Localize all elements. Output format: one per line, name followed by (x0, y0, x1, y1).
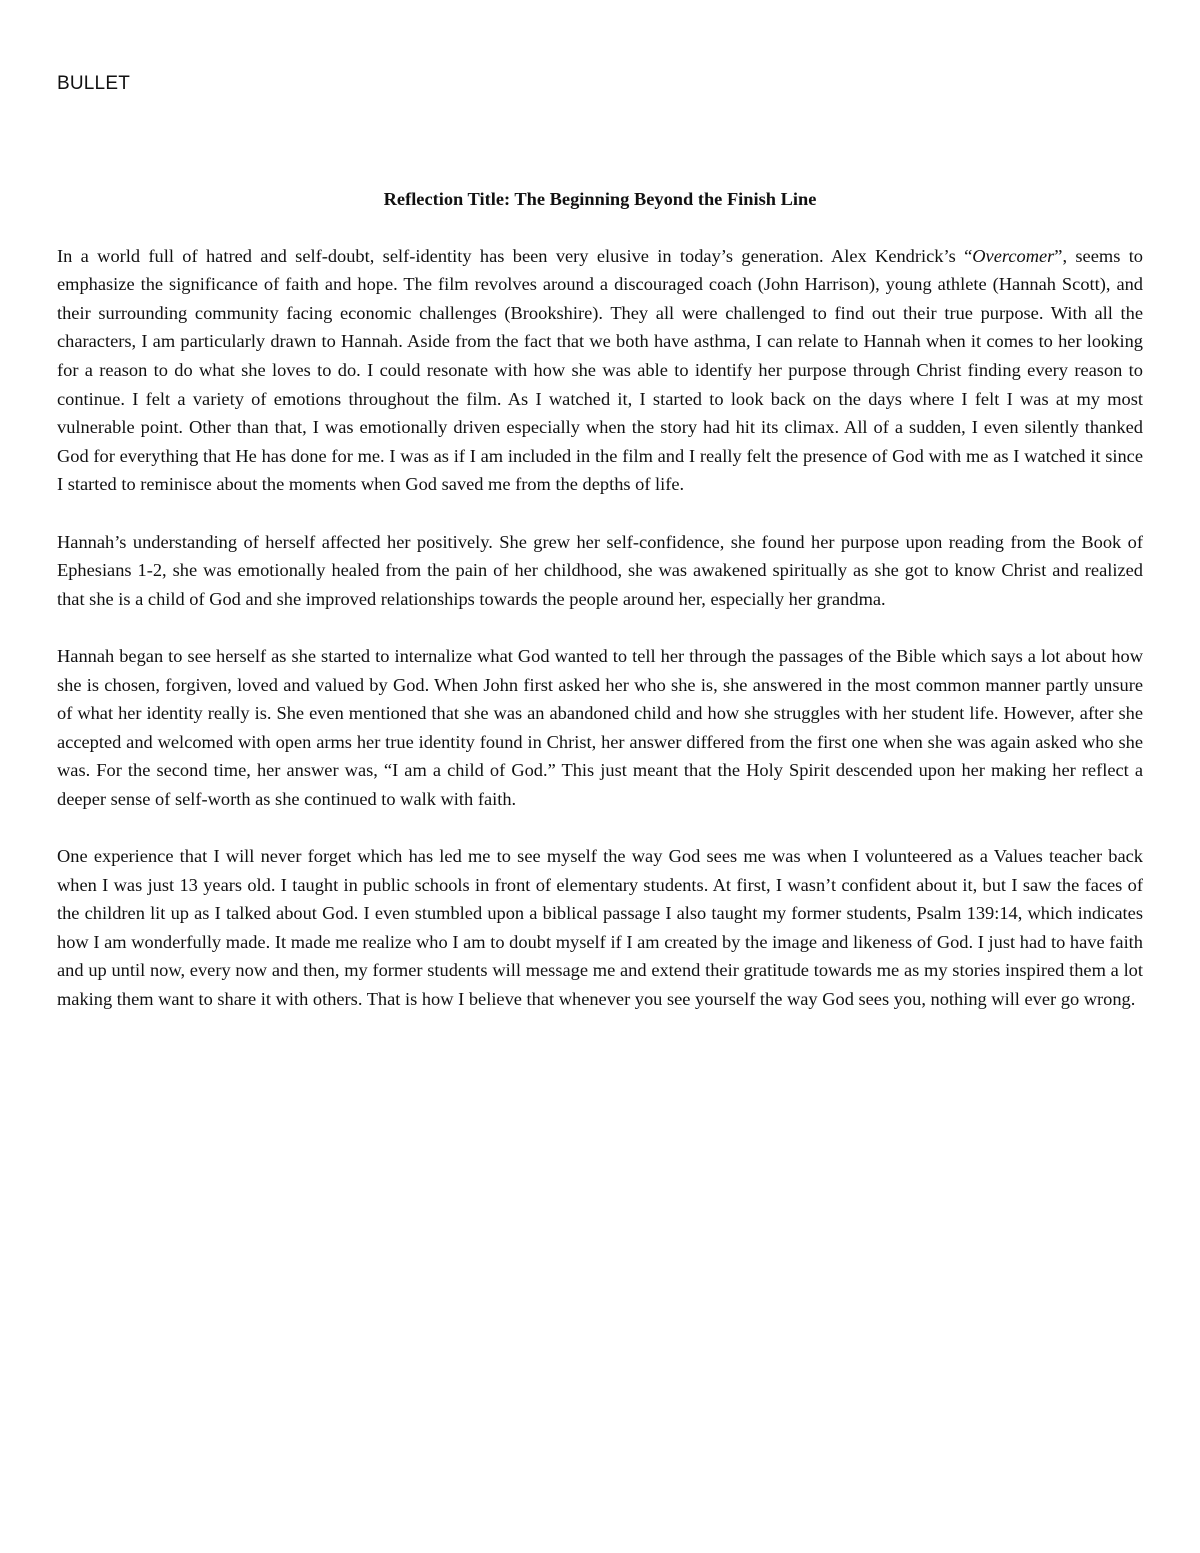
paragraph-1-text-start: In a world full of hatred and self-doubt, self-identity has been very elusive in today’s generation. Alex Kendrick’s “ (57, 245, 973, 266)
paragraph-1-text-end: ”, seems to emphasize the significance of faith and hope. The film revolves around a discouraged coach (John Harrison), young athlete (Hannah Scott), and their surrounding community facing economic challenges (Brookshire). They all were challenged to find out their true purpose. With all the characters, I am particularly drawn to Hannah. Aside from the fact that we both have asthma, I can relate to Hannah when it comes to her looking for a reason to do what she loves to do. I could resonate with how she was able to identify her purpose through Christ finding every reason to continue. I felt a variety of emotions throughout the film. As I watched it, I started to look back on the days where I felt I was at my most vulnerable point. Other than that, I was emotionally driven especially when the story had hit its climax. All of a sudden, I even silently thanked God for everything that He has done for me. I was as if I am included in the film and I really felt the presence of God with me as I watched it since I started to reminisce about the moments when God saved me from the depths of life. (57, 245, 1143, 495)
header-label: BULLET (57, 73, 131, 94)
paragraph-1 (57, 242, 1143, 499)
film-title-italic: Overcomer (972, 245, 1055, 266)
paragraph-3: Hannah began to see herself as she started to internalize what God wanted to tell her through the passages of the Bible which says a lot about how she is chosen, forgiven, loved and valued by God. When John first asked her who she is, she answered in the most common manner partly unsure of what her identity really is. She even mentioned that she was an abandoned child and how she struggles with her student life. However, after she accepted and welcomed with open arms her true identity found in Christ, her answer differed from the first one when she was again asked who she was. For the second time, her answer was, “I am a child of God.” This just meant that the Holy Spirit descended upon her making her reflect a deeper sense of self-worth as she continued to walk with faith. (57, 645, 1143, 809)
paragraph-2: Hannah’s understanding of herself affected her positively. She grew her self-confidence, she found her purpose upon reading from the Book of Ephesians 1-2, she was emotionally healed from the pain of her childhood, she was awakened spiritually as she got to know Christ and realized that she is a child of God and she improved relationships towards the people around her, especially her grandma. (57, 531, 1143, 609)
paragraph-4: One experience that I will never forget which has led me to see myself the way God sees me was when I volunteered as a Values teacher back when I was just 13 years old. I taught in public schools in front of elementary students. At first, I wasn’t confident about it, but I saw the faces of the children lit up as I talked about God. I even stumbled upon a biblical passage I also taught my former students, Psalm 139:14, which indicates how I am wonderfully made. It made me realize who I am to doubt myself if I am created by the image and likeness of God. I just had to have faith and up until now, every now and then, my former students will message me and extend their gratitude towards me as my stories inspired them a lot making them want to share it with others. That is how I believe that whenever you see yourself the way God sees you, nothing will ever go wrong. (57, 846, 1143, 1010)
document-body (57, 185, 1143, 1014)
document-title: Reflection Title: The Beginning Beyond the Finish Line (383, 189, 817, 209)
